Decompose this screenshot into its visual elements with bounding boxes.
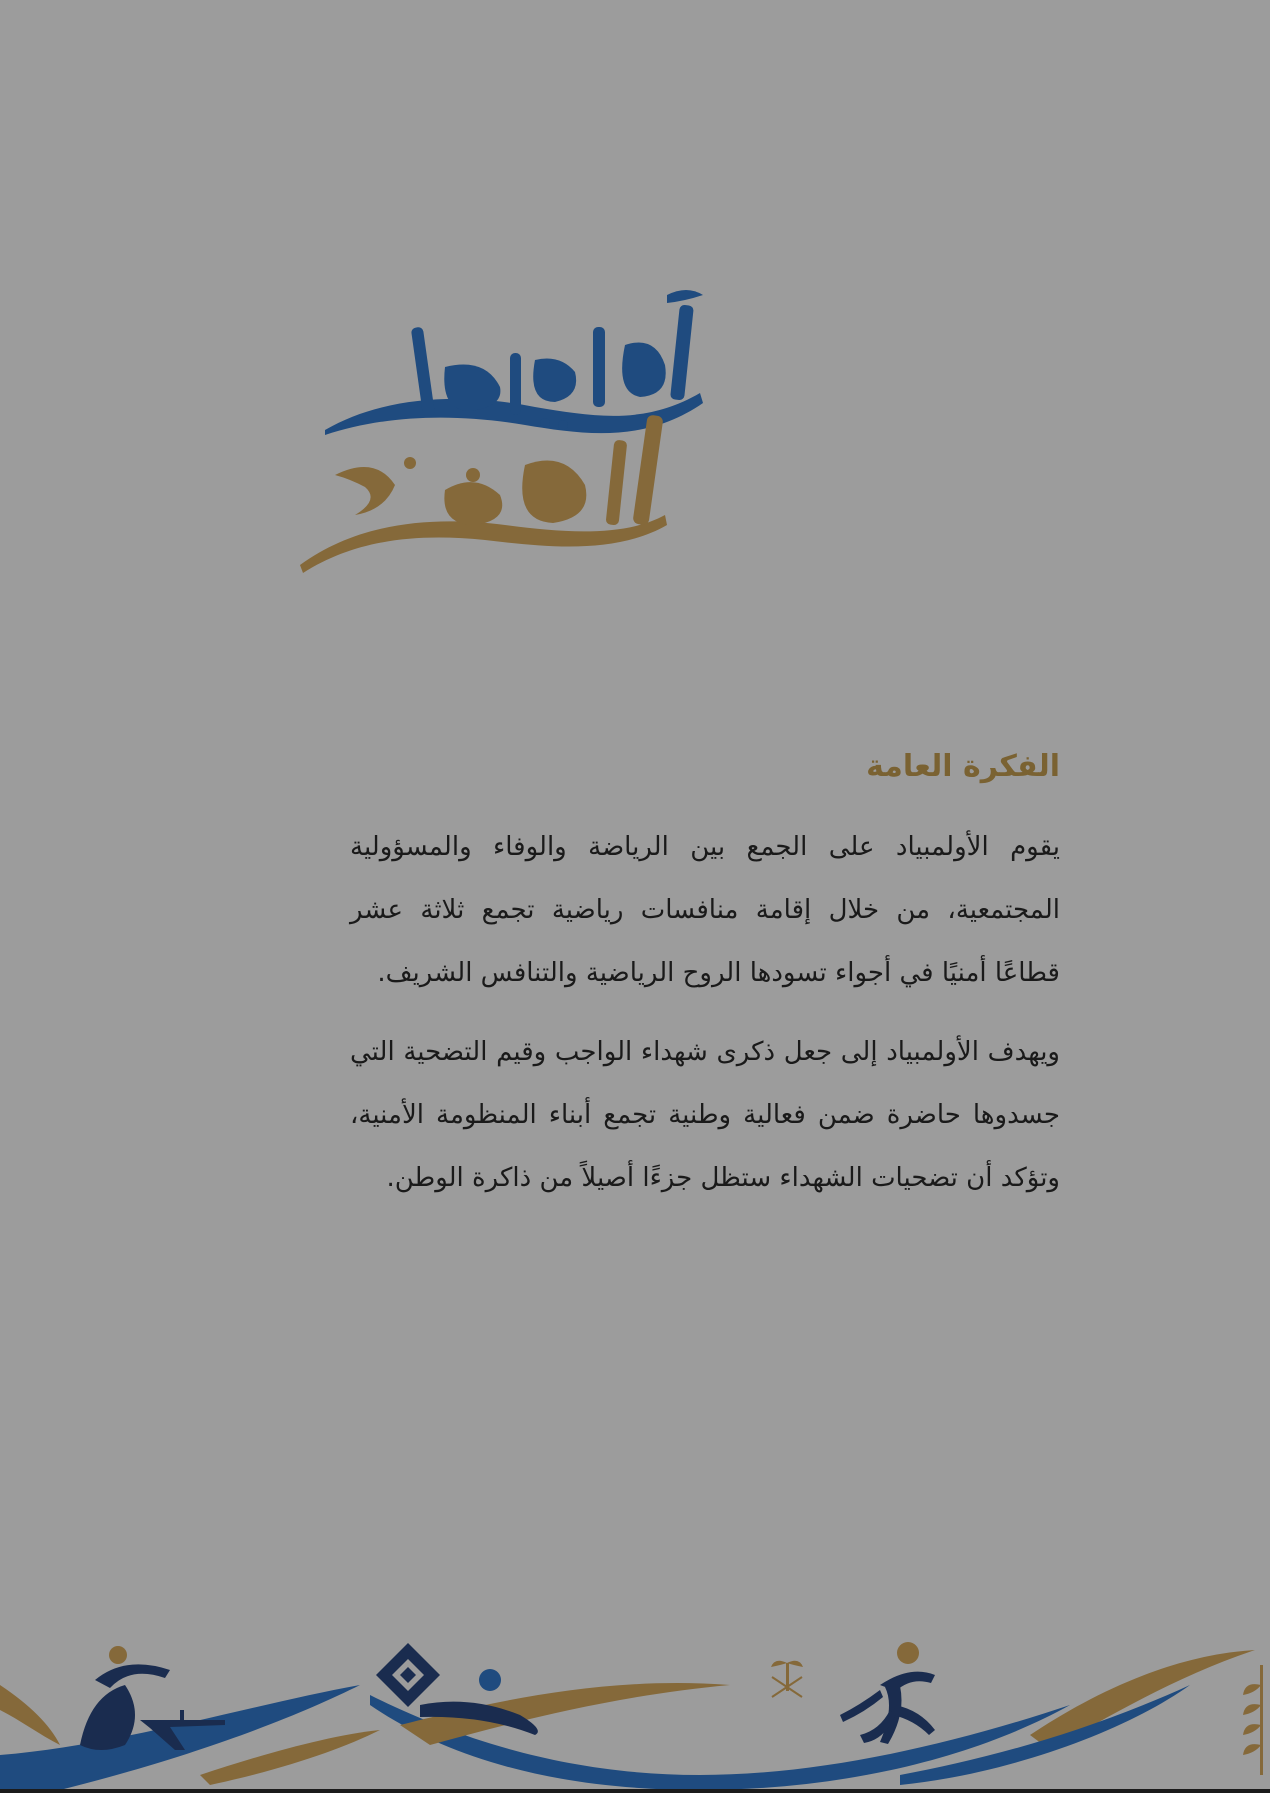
bottom-border [0, 1789, 1270, 1793]
runner-icon [840, 1642, 935, 1744]
olympiad-alwafa-logo-icon [295, 275, 725, 585]
footer-waves-sports-icon [0, 1625, 1270, 1793]
footer-decoration [0, 1625, 1270, 1793]
wave-left-gold [0, 1685, 60, 1745]
palm-swords-emblem-icon [771, 1661, 803, 1697]
paragraph-1: يقوم الأولمبياد على الجمع بين الرياضة والوفاء والمسؤولية المجتمعية، من خلال إقامة منافسات رياضية تجمع ثلاثة عشر قطاعًا أمنيًا في أجواء تسودها الروح الرياضية والتنافس الشريف. [350, 832, 1060, 988]
ornament-icon [376, 1643, 440, 1707]
wheat-icon [1243, 1665, 1263, 1775]
event-logo [295, 275, 725, 585]
logo-line2-calligraphy [300, 414, 667, 573]
concept-section [350, 742, 1060, 1226]
paragraph-2: ويهدف الأولمبياد إلى جعل ذكرى شهداء الواجب وقيم التضحية التي جسدوها حاضرة ضمن فعالية وطنية تجمع أبناء المنظومة الأمنية، وتؤكد أن تضحيات الشهداء ستظل جزءًا أصيلاً من ذاكرة الوطن. [350, 1037, 1060, 1193]
section-heading: الفكرة العامة [866, 749, 1060, 784]
logo-line1-calligraphy [325, 290, 703, 435]
